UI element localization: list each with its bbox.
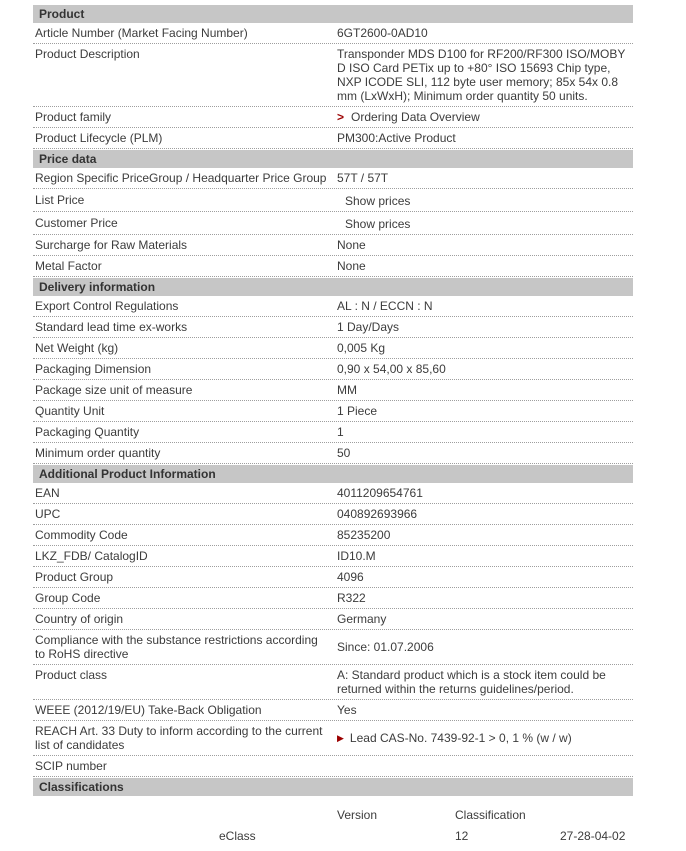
row-value-cell [337, 47, 633, 103]
section-header-additional-product-information: Additional Product Information [33, 465, 633, 483]
table-row-surcharge-for-raw-materials [33, 235, 633, 256]
table-row-group-code [33, 588, 633, 609]
triangle-right-icon: ▶ [337, 733, 344, 743]
row-label: Country of origin [35, 612, 124, 626]
row-value: 0,005 Kg [337, 341, 386, 355]
row-value: 040892693966 [337, 507, 418, 521]
row-value-cell [337, 215, 633, 231]
row-value-cell [337, 299, 633, 313]
row-value-cell [337, 549, 633, 563]
table-row-region-specific-pricegroup-headquarter-price-group [33, 168, 633, 189]
row-value: 4096 [337, 570, 364, 584]
section-header-price-data: Price data [33, 150, 633, 168]
row-value: Yes [337, 703, 357, 717]
row-value: 85235200 [337, 528, 391, 542]
row-label: LKZ_FDB/ CatalogID [35, 549, 148, 563]
row-value-cell [337, 425, 633, 439]
row-label: Product Lifecycle (PLM) [35, 131, 163, 145]
section-header-classifications: Classifications [33, 778, 633, 796]
row-value-cell [337, 110, 633, 124]
table-row-packaging-quantity [33, 422, 633, 443]
table-row-customer-price [33, 212, 633, 235]
row-value-cell [337, 446, 633, 460]
table-row-lkz-fdb-catalogid [33, 546, 633, 567]
row-label: SCIP number [35, 759, 107, 773]
row-value-cell [337, 259, 633, 273]
row-value-cell [337, 731, 633, 745]
row-value: 57T / 57T [337, 171, 389, 185]
row-value: PM300:Active Product [337, 131, 456, 145]
row-value: 6GT2600-0AD10 [337, 26, 428, 40]
table-row-product-group [33, 567, 633, 588]
table-row-compliance-with-the-substance-restrictions-according-to-rohs-directive [33, 630, 633, 665]
table-row-ean [33, 483, 633, 504]
table-row-export-control-regulations [33, 296, 633, 317]
classification-name: eClass [219, 829, 256, 843]
row-value-cell [337, 668, 633, 696]
table-row-weee-2012-19-eu-take-back-obligation [33, 700, 633, 721]
show-prices-link[interactable]: Show prices [345, 194, 411, 208]
row-value-cell [337, 404, 633, 418]
row-label: WEEE (2012/19/EU) Take-Back Obligation [35, 703, 262, 717]
row-value: 4011209654761 [337, 486, 423, 500]
table-row-minimum-order-quantity [33, 443, 633, 464]
classification-name-holder [219, 829, 455, 843]
row-value-cell [337, 703, 633, 717]
reach-substance-link[interactable] [337, 731, 572, 745]
classification-version: 12 [455, 829, 469, 843]
row-value: MM [337, 383, 357, 397]
table-row-product-class [33, 665, 633, 700]
row-value-cell [337, 507, 633, 521]
row-label: Surcharge for Raw Materials [35, 238, 188, 252]
row-value-cell [337, 570, 633, 584]
link-label: Ordering Data Overview [351, 110, 480, 124]
row-label: Export Control Regulations [35, 299, 179, 313]
show-prices-link[interactable]: Show prices [345, 217, 411, 231]
row-value: 1 [337, 425, 344, 439]
classification-version-header: Version [337, 808, 378, 822]
row-label: Package size unit of measure [35, 383, 193, 397]
ordering-data-overview-link[interactable] [337, 110, 480, 124]
row-value-cell [337, 383, 633, 397]
row-label: Packaging Quantity [35, 425, 140, 439]
row-value: AL : N / ECCN : N [337, 299, 433, 313]
row-label: Group Code [35, 591, 101, 605]
row-label: Metal Factor [35, 259, 102, 273]
row-value-cell [337, 238, 633, 252]
table-row-product-description [33, 44, 633, 107]
row-value: 50 [337, 446, 351, 460]
section-header-delivery-information: Delivery information [33, 278, 633, 296]
table-row-reach-art-33-duty-to-inform-according-to-the-current-list-of-candidates [33, 721, 633, 756]
row-label: Product family [35, 110, 112, 124]
row-label: Customer Price [35, 216, 118, 230]
table-row-scip-number [33, 756, 633, 777]
row-value: Transponder MDS D100 for RF200/RF300 ISO/MOBY D ISO Card PETix up to +80° ISO 15693 Chip type, NXP ICODE SLI, 112 byte user memory; 85x 54x 0.8 mm (LxWxH); Minimum order quantity 50 units. [337, 47, 626, 103]
table-row-quantity-unit [33, 401, 633, 422]
row-value: Germany [337, 612, 387, 626]
row-label: Article Number (Market Facing Number) [35, 26, 248, 40]
row-value-cell [337, 640, 633, 654]
row-value: ID10.M [337, 549, 376, 563]
row-value-cell [337, 341, 633, 355]
row-label: Packaging Dimension [35, 362, 152, 376]
table-row-country-of-origin [33, 609, 633, 630]
table-row-net-weight-kg [33, 338, 633, 359]
table-row-packaging-dimension [33, 359, 633, 380]
row-value: None [337, 259, 366, 273]
chevron-right-icon: > [337, 110, 345, 124]
row-label: REACH Art. 33 Duty to inform according to the current list of candidates [35, 724, 323, 752]
row-label: Compliance with the substance restrictions according to RoHS directive [35, 633, 318, 661]
table-row-upc [33, 504, 633, 525]
row-value-cell [337, 591, 633, 605]
table-row-product-lifecycle-plm [33, 128, 633, 149]
row-value: R322 [337, 591, 366, 605]
row-value-cell [337, 320, 633, 334]
row-label: Commodity Code [35, 528, 128, 542]
row-value: None [337, 238, 366, 252]
table-row-commodity-code [33, 525, 633, 546]
classification-code: 27-28-04-02 [560, 829, 626, 843]
table-row-package-size-unit-of-measure [33, 380, 633, 401]
table-row-list-price [33, 189, 633, 212]
row-value-cell [337, 612, 633, 626]
row-value-cell [337, 362, 633, 376]
row-value-cell [337, 171, 633, 185]
section-header-product: Product [33, 5, 633, 23]
row-label: EAN [35, 486, 60, 500]
row-value: Since: 01.07.2006 [337, 640, 434, 654]
row-value-cell [337, 192, 633, 208]
classification-header: Classification [455, 808, 526, 822]
row-value: 0,90 x 54,00 x 85,60 [337, 362, 446, 376]
product-data-table [33, 5, 633, 851]
classifications-table [33, 808, 633, 851]
row-label: Standard lead time ex-works [35, 320, 188, 334]
row-label: List Price [35, 193, 85, 207]
row-value: A: Standard product which is a stock item could be returned within the returns guidelines/period. [337, 668, 606, 696]
row-label: Product class [35, 668, 108, 682]
table-row-product-family [33, 107, 633, 128]
table-row-article-number-market-facing-number [33, 23, 633, 44]
row-label: Product Group [35, 570, 114, 584]
row-label: UPC [35, 507, 61, 521]
table-row-metal-factor [33, 256, 633, 277]
row-label: Minimum order quantity [35, 446, 161, 460]
row-value-cell [337, 528, 633, 542]
row-label: Quantity Unit [35, 404, 105, 418]
row-label: Product Description [35, 47, 140, 61]
row-value: 1 Piece [337, 404, 378, 418]
spacer [560, 808, 633, 822]
row-value-cell [337, 486, 633, 500]
table-row-standard-lead-time-ex-works [33, 317, 633, 338]
row-label: Net Weight (kg) [35, 341, 119, 355]
row-value-cell [337, 26, 633, 40]
link-label: Lead CAS-No. 7439-92-1 > 0, 1 % (w / w) [349, 731, 572, 745]
row-label: Region Specific PriceGroup / Headquarter Price Group [35, 171, 327, 185]
row-value: 1 Day/Days [337, 320, 400, 334]
row-value-cell [337, 131, 633, 145]
